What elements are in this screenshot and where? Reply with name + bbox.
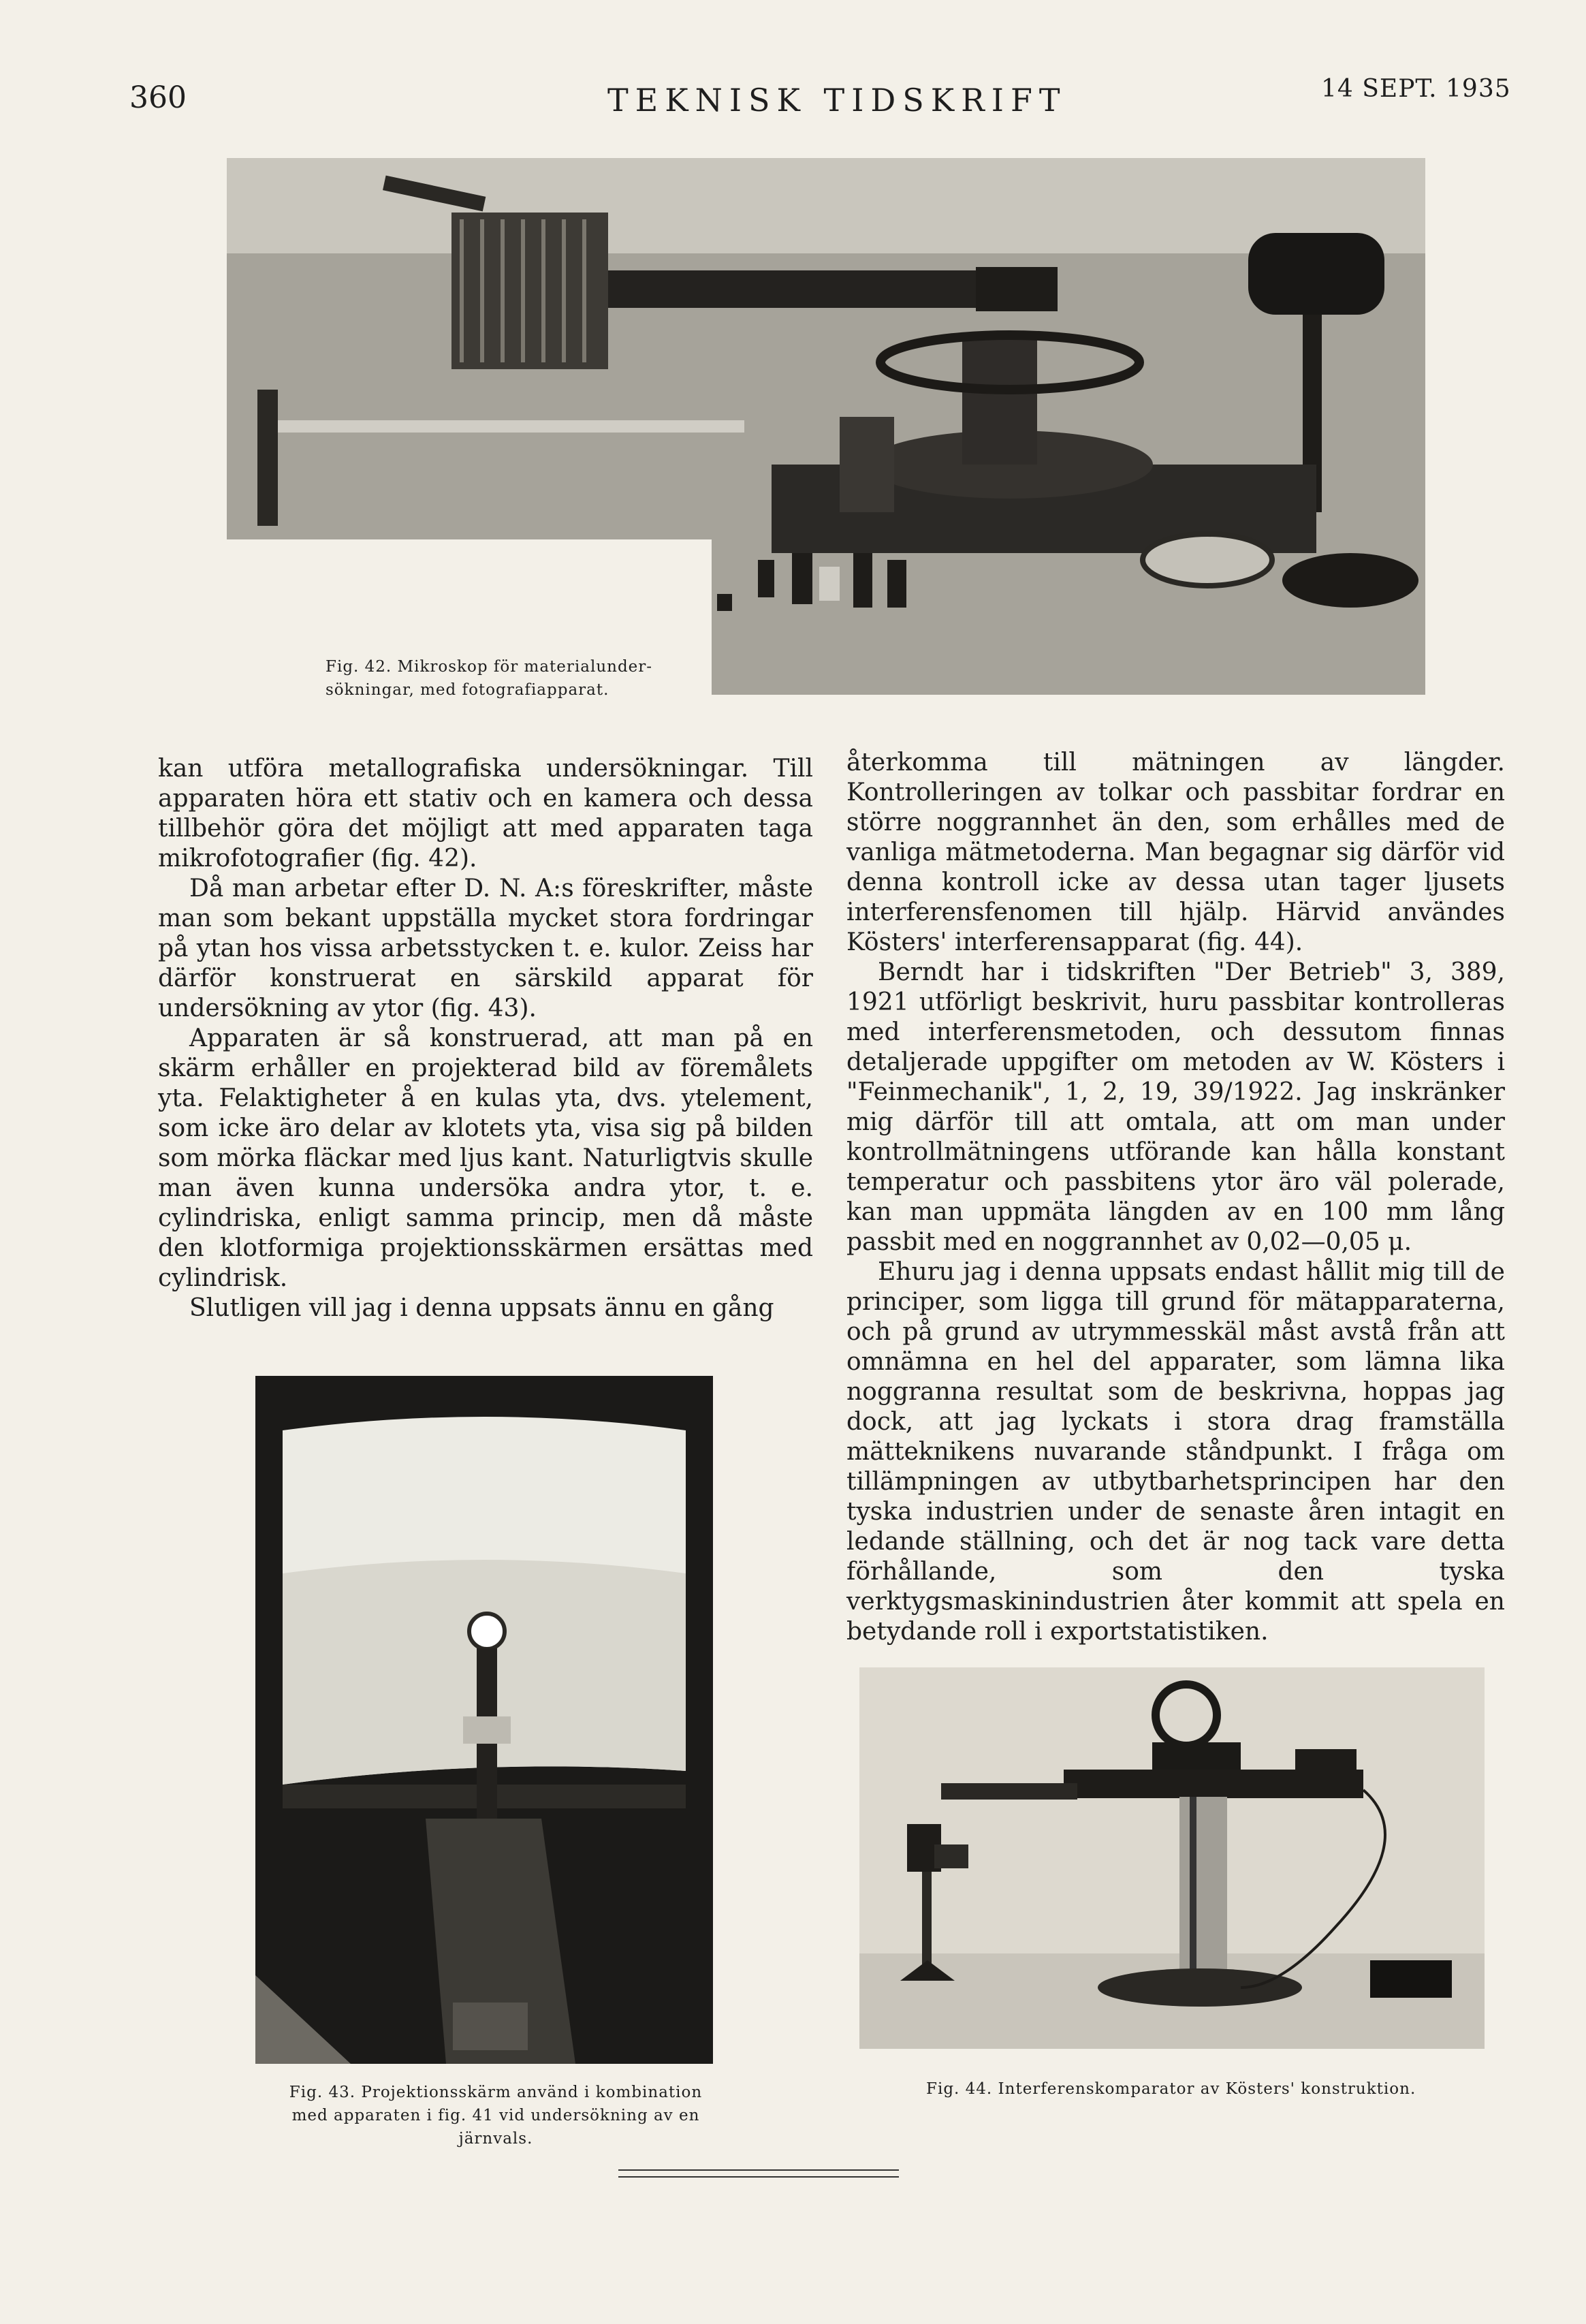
bottom-rule-bottom xyxy=(618,2176,899,2178)
right-column xyxy=(846,748,1505,1647)
fig44-caption: Fig. 44. Interferenskomparator av Kösters' konstruktion. xyxy=(926,2080,1416,2098)
fig43-photo xyxy=(255,1376,713,2064)
left-paragraph: Apparaten är så konstruerad, att man på en skärm erhåller en projekterad bild av föremålets yta. Felaktigheter å en kulas yta, dvs. ytelement, som icke äro delar av klotets yta, visa sig på bilden som mörka fläckar med ljus kant. Naturligtvis skulle man även kunna undersöka andra ytor, t. e. cylindriska, enligt samma princip, men då måste den klotformiga projektionsskärmen ersättas med cylindrisk. xyxy=(158,1024,813,1292)
left-column xyxy=(158,754,813,1323)
fig44-photo xyxy=(859,1667,1485,2049)
fig42-caption: Fig. 42. Mikroskop för materialunder- sökningar, med fotografiapparat. xyxy=(326,658,653,699)
bottom-rule-top xyxy=(618,2169,899,2171)
fig43-caption: Fig. 43. Projektionsskärm använd i kombination med apparaten i fig. 41 vid undersökning av en järnvals. xyxy=(289,2084,703,2148)
journal-title: TEKNISK TIDSKRIFT xyxy=(607,82,1067,119)
left-paragraph: kan utföra metallografiska undersökningar. Till apparaten höra ett stativ och en kamera och dessa tillbehör göra det möjligt att med apparaten taga mikrofotografier (fig. 42). xyxy=(158,755,813,873)
left-paragraph: Slutligen vill jag i denna uppsats ännu en gång xyxy=(189,1294,774,1322)
fig42-photo xyxy=(227,158,1425,695)
left-paragraph: Då man arbetar efter D. N. A:s föreskrifter, måste man som bekant uppställa mycket stora fordringar på ytan hos vissa arbetsstycken t. e. kulor. Zeiss har därför konstruerat en särskild apparat för undersökning av ytor (fig. 43). xyxy=(158,875,813,1022)
right-paragraph: återkomma till mätningen av längder. Kontrolleringen av tolkar och passbitar fordrar en större noggrannhet än den, som erhålles med de vanliga mätmetoderna. Man begagnar sig därför vid denna kontroll icke av dessa utan tager ljusets interferensfenomen till hjälp. Härvid användes Kösters' interferensapparat (fig. 44). xyxy=(846,749,1505,956)
right-paragraph: Berndt har i tidskriften "Der Betrieb" 3, 389, 1921 utförligt beskrivit, huru passbitar kontrolleras med interferensmetoden, och dessutom finnas detaljerade uppgifter om metoden av W. Kösters i "Feinmechanik", 1, 2, 19, 39/1922. Jag inskränker mig därför till att omtala, att om man under kontrollmätningens utförande kan hålla konstant temperatur och passbitens ytor äro väl polerade, kan man uppmäta längden av en 100 mm lång passbit med en noggrannhet av 0,02—0,05 μ. xyxy=(846,958,1505,1256)
issue-date: 14 SEPT. 1935 xyxy=(1321,75,1511,103)
right-paragraph: Ehuru jag i denna uppsats endast hållit mig till de principer, som ligga till grund för mätapparaterna, och på grund av utrymmesskäl måst avstå från att omnämna en hel del apparater, som lämna lika noggranna resultat som de beskrivna, hoppas jag dock, att jag lyckats i stora drag framställa mätteknikens nuvarande ståndpunkt. I fråga om tillämpningen av utbytbarhetsprincipen har den tyska industrien under de senaste åren intagit en ledande ställning, och det är nog tack vare detta förhållande, som den tyska verktygsmaskinindustrien åter kommit att spela en betydande roll i exportstatistiken. xyxy=(846,1258,1505,1646)
page-number: 360 xyxy=(129,80,187,115)
